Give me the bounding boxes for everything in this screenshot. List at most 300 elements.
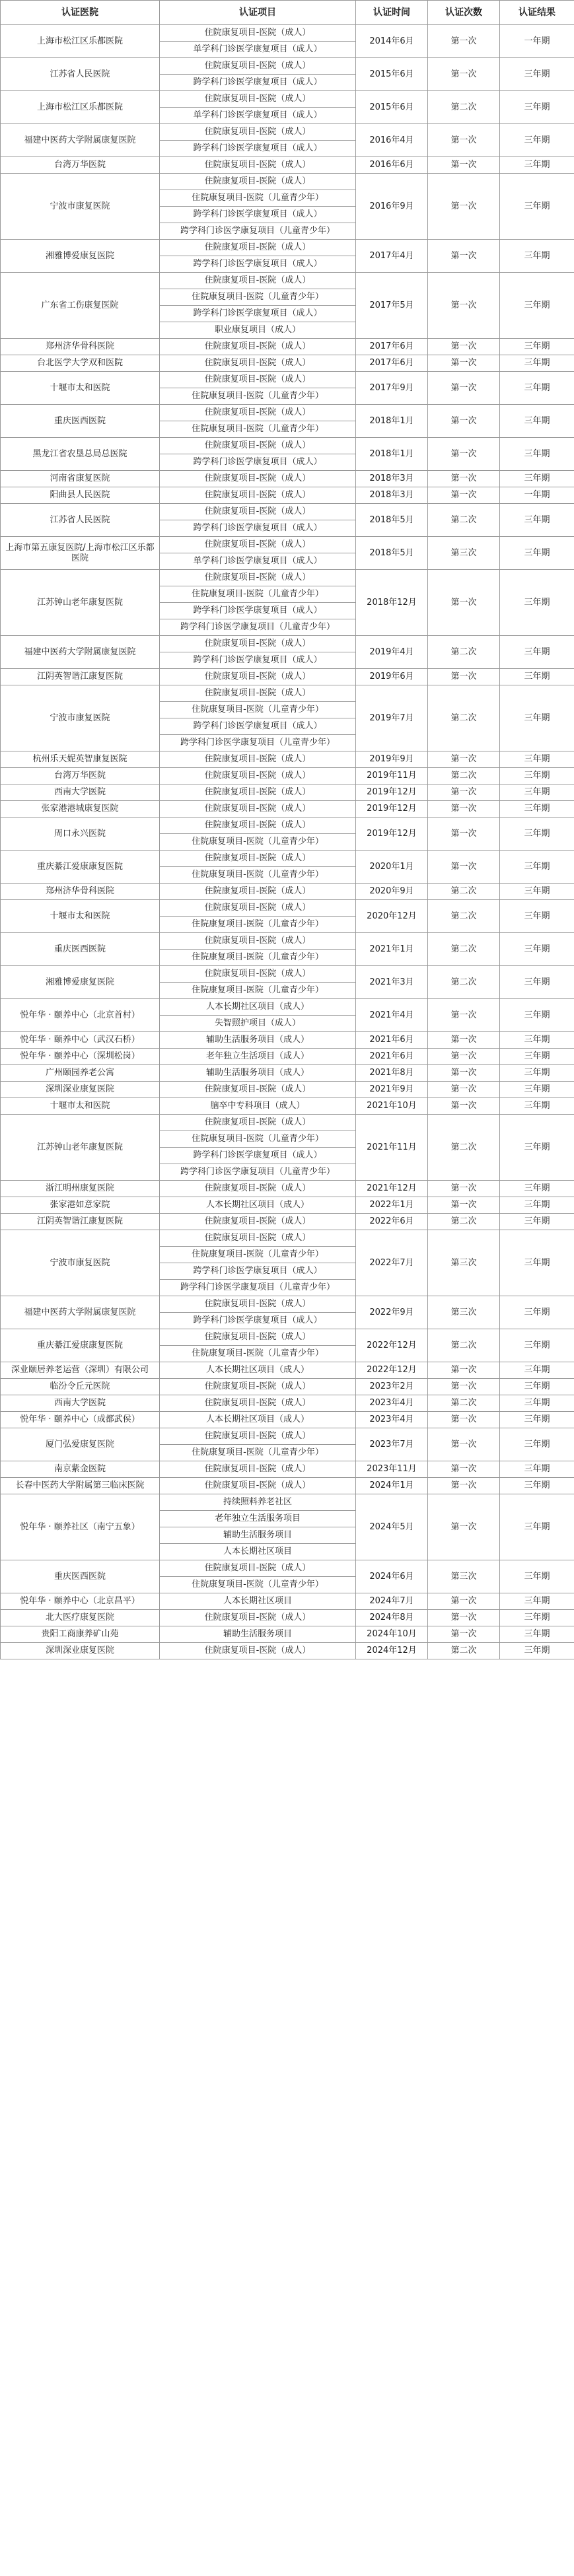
table-row [1,355,574,372]
hospital-cell: 悦年华 · 颐养中心（北京昌平） [1,1593,160,1610]
hospital-cell: 临汾令丘元医院 [1,1379,160,1395]
hospital-cell: 十堰市太和医院 [1,900,160,933]
hospital-cell: 郑州济华骨科医院 [1,884,160,900]
count-cell: 第一次 [428,372,500,405]
project-cell: 住院康复项目-医院（成人） [160,487,356,504]
time-cell: 2014年6月 [356,25,428,58]
count-cell: 第一次 [428,784,500,801]
result-cell: 三年期 [500,1379,574,1395]
table-row [1,784,574,801]
result-cell: 三年期 [500,174,574,240]
count-cell: 第一次 [428,157,500,174]
time-cell: 2017年9月 [356,372,428,405]
count-cell: 第二次 [428,1395,500,1412]
table-row [1,768,574,784]
time-cell: 2022年1月 [356,1197,428,1214]
count-cell: 第二次 [428,1115,500,1181]
result-cell: 三年期 [500,900,574,933]
count-cell: 第一次 [428,438,500,471]
count-cell: 第一次 [428,801,500,818]
hospital-cell: 重庆綦江爱康康复医院 [1,1329,160,1362]
time-cell: 2021年4月 [356,999,428,1032]
time-cell: 2022年12月 [356,1362,428,1379]
count-cell: 第一次 [428,1082,500,1098]
project-cell: 跨学科门诊医学康复项目（儿童青少年） [160,1280,356,1296]
project-cell: 人本长期社区项目 [160,1593,356,1610]
time-cell: 2024年5月 [356,1494,428,1560]
result-cell: 三年期 [500,1049,574,1065]
table-row [1,124,574,141]
time-cell: 2021年9月 [356,1082,428,1098]
project-cell: 住院康复项目-医院（成人） [160,1643,356,1659]
project-cell: 住院康复项目-医院（成人） [160,1560,356,1577]
hospital-cell: 宁波市康复医院 [1,174,160,240]
time-cell: 2023年4月 [356,1395,428,1412]
result-cell: 三年期 [500,1082,574,1098]
project-cell: 住院康复项目-医院（成人） [160,570,356,586]
count-cell: 第二次 [428,504,500,537]
table-row [1,685,574,702]
time-cell: 2018年3月 [356,487,428,504]
result-cell: 三年期 [500,768,574,784]
count-cell: 第一次 [428,751,500,768]
count-cell: 第一次 [428,1610,500,1626]
result-cell: 三年期 [500,240,574,273]
project-cell: 住院康复项目-医院（成人） [160,1379,356,1395]
time-cell: 2018年1月 [356,405,428,438]
table-row [1,1362,574,1379]
hospital-cell: 悦年华 · 颐养中心（武汉石桥） [1,1032,160,1049]
time-cell: 2024年10月 [356,1626,428,1643]
result-cell: 三年期 [500,1478,574,1494]
project-cell: 跨学科门诊医学康复项目（成人） [160,652,356,669]
table-row [1,1395,574,1412]
project-cell: 住院康复项目-医院（成人） [160,438,356,454]
table-row [1,1494,574,1511]
header-result: 认证结果 [500,1,574,25]
count-cell: 第三次 [428,1296,500,1329]
count-cell: 第一次 [428,818,500,851]
project-cell: 住院康复项目-医院（成人） [160,801,356,818]
count-cell: 第一次 [428,1065,500,1082]
result-cell: 三年期 [500,339,574,355]
project-cell: 住院康复项目-医院（成人） [160,1230,356,1247]
hospital-cell: 福建中医药大学附属康复医院 [1,636,160,669]
table-row [1,1032,574,1049]
table-row [1,1065,574,1082]
count-cell: 第二次 [428,884,500,900]
table-row [1,1461,574,1478]
table-row [1,1412,574,1428]
table-row [1,1214,574,1230]
count-cell: 第一次 [428,1461,500,1478]
hospital-cell: 江阴英智谐江康复医院 [1,669,160,685]
result-cell: 三年期 [500,1214,574,1230]
project-cell: 住院康复项目-医院（成人） [160,685,356,702]
time-cell: 2016年4月 [356,124,428,157]
count-cell: 第一次 [428,1428,500,1461]
table-row [1,884,574,900]
table-row [1,504,574,520]
count-cell: 第一次 [428,273,500,339]
project-cell: 住院康复项目-医院（成人） [160,1428,356,1445]
table-row [1,471,574,487]
result-cell: 三年期 [500,751,574,768]
table-row [1,240,574,256]
hospital-cell: 宁波市康复医院 [1,685,160,751]
project-cell: 住院康复项目-医院（成人） [160,273,356,289]
count-cell: 第一次 [428,487,500,504]
hospital-cell: 悦年华 · 颐养中心（成都武侯） [1,1412,160,1428]
hospital-cell: 江苏钟山老年康复医院 [1,1115,160,1181]
hospital-cell: 广州颐园养老公寓 [1,1065,160,1082]
count-cell: 第一次 [428,339,500,355]
time-cell: 2015年6月 [356,58,428,91]
project-cell: 住院康复项目-医院（成人） [160,884,356,900]
project-cell: 住院康复项目-医院（儿童青少年） [160,1247,356,1263]
table-row [1,1197,574,1214]
time-cell: 2018年3月 [356,471,428,487]
project-cell: 住院康复项目-医院（成人） [160,504,356,520]
project-cell: 住院康复项目-医院（成人） [160,355,356,372]
count-cell: 第一次 [428,1494,500,1560]
hospital-cell: 厦门弘爱康复医院 [1,1428,160,1461]
hospital-cell: 台湾万华医院 [1,157,160,174]
project-cell: 住院康复项目-医院（儿童青少年） [160,388,356,405]
count-cell: 第一次 [428,471,500,487]
result-cell: 三年期 [500,1065,574,1082]
count-cell: 第一次 [428,1412,500,1428]
count-cell: 第二次 [428,933,500,966]
result-cell: 三年期 [500,669,574,685]
time-cell: 2019年4月 [356,636,428,669]
project-cell: 住院康复项目-医院（成人） [160,372,356,388]
count-cell: 第一次 [428,1098,500,1115]
hospital-cell: 广东省工伤康复医院 [1,273,160,339]
project-cell: 人本长期社区项目（成人） [160,1412,356,1428]
hospital-cell: 上海市第五康复医院/上海市松江区乐都医院 [1,537,160,570]
count-cell: 第二次 [428,900,500,933]
table-row [1,372,574,388]
hospital-cell: 长春中医药大学附属第三临床医院 [1,1478,160,1494]
project-cell: 住院康复项目-医院（儿童青少年） [160,983,356,999]
project-cell: 住院康复项目-医院（成人） [160,91,356,108]
time-cell: 2017年6月 [356,339,428,355]
project-cell: 住院康复项目-医院（成人） [160,240,356,256]
count-cell: 第二次 [428,768,500,784]
hospital-cell: 西南大学医院 [1,1395,160,1412]
result-cell: 三年期 [500,784,574,801]
result-cell: 三年期 [500,1412,574,1428]
project-cell: 住院康复项目-医院（儿童青少年） [160,421,356,438]
project-cell: 住院康复项目-医院（儿童青少年） [160,586,356,603]
result-cell: 三年期 [500,851,574,884]
hospital-cell: 湘雅博爱康复医院 [1,240,160,273]
project-cell: 辅助生活服务项目 [160,1527,356,1544]
time-cell: 2022年12月 [356,1329,428,1362]
time-cell: 2018年5月 [356,537,428,570]
result-cell: 三年期 [500,372,574,405]
result-cell: 三年期 [500,471,574,487]
project-cell: 住院康复项目-医院（儿童青少年） [160,702,356,718]
project-cell: 跨学科门诊医学康复项目（成人） [160,454,356,471]
project-cell: 跨学科门诊医学康复项目（成人） [160,603,356,619]
table-row [1,1593,574,1610]
time-cell: 2023年4月 [356,1412,428,1428]
hospital-cell: 贵阳工商康养矿山苑 [1,1626,160,1643]
table-row [1,91,574,108]
time-cell: 2017年6月 [356,355,428,372]
project-cell: 单学科门诊医学康复项目（成人） [160,553,356,570]
result-cell: 三年期 [500,1643,574,1659]
count-cell: 第一次 [428,1032,500,1049]
hospital-cell: 上海市松江区乐都医院 [1,25,160,58]
result-cell: 三年期 [500,1197,574,1214]
count-cell: 第一次 [428,1197,500,1214]
project-cell: 跨学科门诊医学康复项目（成人） [160,520,356,537]
header-hospital: 认证医院 [1,1,160,25]
project-cell: 人本长期社区项目 [160,1544,356,1560]
project-cell: 住院康复项目-医院（成人） [160,1181,356,1197]
result-cell: 三年期 [500,1098,574,1115]
hospital-cell: 江阴英智谐江康复医院 [1,1214,160,1230]
time-cell: 2022年9月 [356,1296,428,1329]
hospital-cell: 湘雅博爱康复医院 [1,966,160,999]
project-cell: 跨学科门诊医学康复项目（儿童青少年） [160,1164,356,1181]
count-cell: 第一次 [428,25,500,58]
count-cell: 第一次 [428,851,500,884]
result-cell: 三年期 [500,1296,574,1329]
hospital-cell: 深圳深业康复医院 [1,1082,160,1098]
time-cell: 2023年11月 [356,1461,428,1478]
project-cell: 住院康复项目-医院（成人） [160,124,356,141]
project-cell: 跨学科门诊医学康复项目（成人） [160,306,356,322]
table-row [1,751,574,768]
hospital-cell: 重庆医西医院 [1,933,160,966]
result-cell: 三年期 [500,1362,574,1379]
result-cell: 三年期 [500,1032,574,1049]
result-cell: 三年期 [500,570,574,636]
time-cell: 2020年9月 [356,884,428,900]
table-row [1,636,574,652]
time-cell: 2017年5月 [356,273,428,339]
table-row [1,273,574,289]
time-cell: 2020年1月 [356,851,428,884]
time-cell: 2018年5月 [356,504,428,537]
time-cell: 2019年6月 [356,669,428,685]
result-cell: 三年期 [500,966,574,999]
result-cell: 三年期 [500,1181,574,1197]
hospital-cell: 台湾万华医院 [1,768,160,784]
result-cell: 三年期 [500,1560,574,1593]
table-row [1,487,574,504]
time-cell: 2016年9月 [356,174,428,240]
project-cell: 住院康复项目-医院（儿童青少年） [160,1445,356,1461]
project-cell: 住院康复项目-医院（成人） [160,1296,356,1313]
project-cell: 住院康复项目-医院（成人） [160,636,356,652]
time-cell: 2024年8月 [356,1610,428,1626]
table-row [1,818,574,834]
table-row [1,851,574,867]
time-cell: 2021年10月 [356,1098,428,1115]
count-cell: 第一次 [428,1593,500,1610]
project-cell: 住院康复项目-医院（成人） [160,405,356,421]
time-cell: 2021年6月 [356,1032,428,1049]
project-cell: 辅助生活服务项目（成人） [160,1065,356,1082]
result-cell: 三年期 [500,58,574,91]
project-cell: 跨学科门诊医学康复项目（成人） [160,718,356,735]
time-cell: 2024年7月 [356,1593,428,1610]
table-row [1,405,574,421]
hospital-cell: 北大医疗康复医院 [1,1610,160,1626]
project-cell: 单学科门诊医学康复项目（成人） [160,108,356,124]
count-cell: 第一次 [428,240,500,273]
header-project: 认证项目 [160,1,356,25]
count-cell: 第三次 [428,1560,500,1593]
result-cell: 三年期 [500,801,574,818]
time-cell: 2017年4月 [356,240,428,273]
time-cell: 2024年12月 [356,1643,428,1659]
count-cell: 第二次 [428,685,500,751]
hospital-cell: 周口永兴医院 [1,818,160,851]
project-cell: 老年独立生活项目（成人） [160,1049,356,1065]
table-row [1,1478,574,1494]
time-cell: 2019年9月 [356,751,428,768]
result-cell: 三年期 [500,818,574,851]
time-cell: 2018年1月 [356,438,428,471]
hospital-cell: 浙江明州康复医院 [1,1181,160,1197]
table-row [1,1049,574,1065]
time-cell: 2021年8月 [356,1065,428,1082]
project-cell: 住院康复项目-医院（儿童青少年） [160,1577,356,1593]
result-cell: 三年期 [500,124,574,157]
table-body [1,25,574,1659]
time-cell: 2019年11月 [356,768,428,784]
count-cell: 第一次 [428,174,500,240]
project-cell: 住院康复项目-医院（成人） [160,339,356,355]
table-row [1,1230,574,1247]
project-cell: 人本长期社区项目（成人） [160,999,356,1016]
count-cell: 第一次 [428,1478,500,1494]
count-cell: 第二次 [428,1329,500,1362]
table-row [1,537,574,553]
project-cell: 辅助生活服务项目 [160,1626,356,1643]
table-row [1,1379,574,1395]
hospital-cell: 台北医学大学双和医院 [1,355,160,372]
project-cell: 持续照料养老社区 [160,1494,356,1511]
time-cell: 2021年6月 [356,1049,428,1065]
hospital-cell: 福建中医药大学附属康复医院 [1,1296,160,1329]
project-cell: 住院康复项目-医院（儿童青少年） [160,834,356,851]
project-cell: 住院康复项目-医院（成人） [160,751,356,768]
count-cell: 第一次 [428,1049,500,1065]
result-cell: 三年期 [500,1593,574,1610]
result-cell: 三年期 [500,933,574,966]
table-row [1,1082,574,1098]
hospital-cell: 重庆綦江爱康康复医院 [1,851,160,884]
count-cell: 第一次 [428,405,500,438]
time-cell: 2019年12月 [356,818,428,851]
hospital-cell: 杭州乐天妮英智康复医院 [1,751,160,768]
table-row [1,1098,574,1115]
project-cell: 住院康复项目-医院（成人） [160,1461,356,1478]
result-cell: 三年期 [500,438,574,471]
time-cell: 2022年6月 [356,1214,428,1230]
table-row [1,1643,574,1659]
table-row [1,999,574,1016]
count-cell: 第一次 [428,669,500,685]
hospital-cell: 张家港如意家院 [1,1197,160,1214]
table-row [1,933,574,950]
project-cell: 单学科门诊医学康复项目（成人） [160,42,356,58]
time-cell: 2019年12月 [356,801,428,818]
project-cell: 住院康复项目-医院（成人） [160,966,356,983]
hospital-cell: 悦年华 · 颐养中心（北京首村） [1,999,160,1032]
hospital-cell: 重庆医西医院 [1,405,160,438]
project-cell: 住院康复项目-医院（成人） [160,58,356,75]
result-cell: 一年期 [500,25,574,58]
table-row [1,1560,574,1577]
hospital-cell: 悦年华 · 颐养中心（深圳松岗） [1,1049,160,1065]
project-cell: 住院康复项目-医院（成人） [160,174,356,190]
project-cell: 住院康复项目-医院（成人） [160,1082,356,1098]
hospital-cell: 张家港港城康复医院 [1,801,160,818]
hospital-cell: 江苏钟山老年康复医院 [1,570,160,636]
project-cell: 人本长期社区项目（成人） [160,1197,356,1214]
header-time: 认证时间 [356,1,428,25]
result-cell: 三年期 [500,91,574,124]
hospital-cell: 福建中医药大学附属康复医院 [1,124,160,157]
table-row [1,438,574,454]
project-cell: 跨学科门诊医学康复项目（成人） [160,75,356,91]
result-cell: 三年期 [500,1329,574,1362]
hospital-cell: 江苏省人民医院 [1,58,160,91]
hospital-cell: 宁波市康复医院 [1,1230,160,1296]
time-cell: 2021年1月 [356,933,428,966]
project-cell: 跨学科门诊医学康复项目（成人） [160,1263,356,1280]
hospital-cell: 上海市松江区乐都医院 [1,91,160,124]
time-cell: 2021年12月 [356,1181,428,1197]
table-row [1,339,574,355]
hospital-cell: 河南省康复医院 [1,471,160,487]
project-cell: 失智照护项目（成人） [160,1016,356,1032]
project-cell: 跨学科门诊医学康复项目（成人） [160,256,356,273]
result-cell: 三年期 [500,999,574,1032]
header-row [1,1,574,25]
project-cell: 跨学科门诊医学康复项目（成人） [160,207,356,223]
time-cell: 2021年3月 [356,966,428,999]
hospital-cell: 深业颐居养老运营（深圳）有限公司 [1,1362,160,1379]
project-cell: 住院康复项目-医院（成人） [160,818,356,834]
time-cell: 2021年11月 [356,1115,428,1181]
time-cell: 2023年2月 [356,1379,428,1395]
table-row [1,1296,574,1313]
table-row [1,1115,574,1131]
count-cell: 第一次 [428,58,500,91]
time-cell: 2016年6月 [356,157,428,174]
project-cell: 住院康复项目-医院（成人） [160,1329,356,1346]
project-cell: 住院康复项目-医院（成人） [160,1214,356,1230]
hospital-cell: 黑龙江省农垦总局总医院 [1,438,160,471]
hospital-cell: 西南大学医院 [1,784,160,801]
project-cell: 住院康复项目-医院（成人） [160,157,356,174]
table-row [1,1181,574,1197]
project-cell: 跨学科门诊医学康复项目（儿童青少年） [160,619,356,636]
project-cell: 住院康复项目-医院（成人） [160,933,356,950]
project-cell: 住院康复项目-医院（成人） [160,1115,356,1131]
table-row [1,669,574,685]
hospital-cell: 阳曲县人民医院 [1,487,160,504]
